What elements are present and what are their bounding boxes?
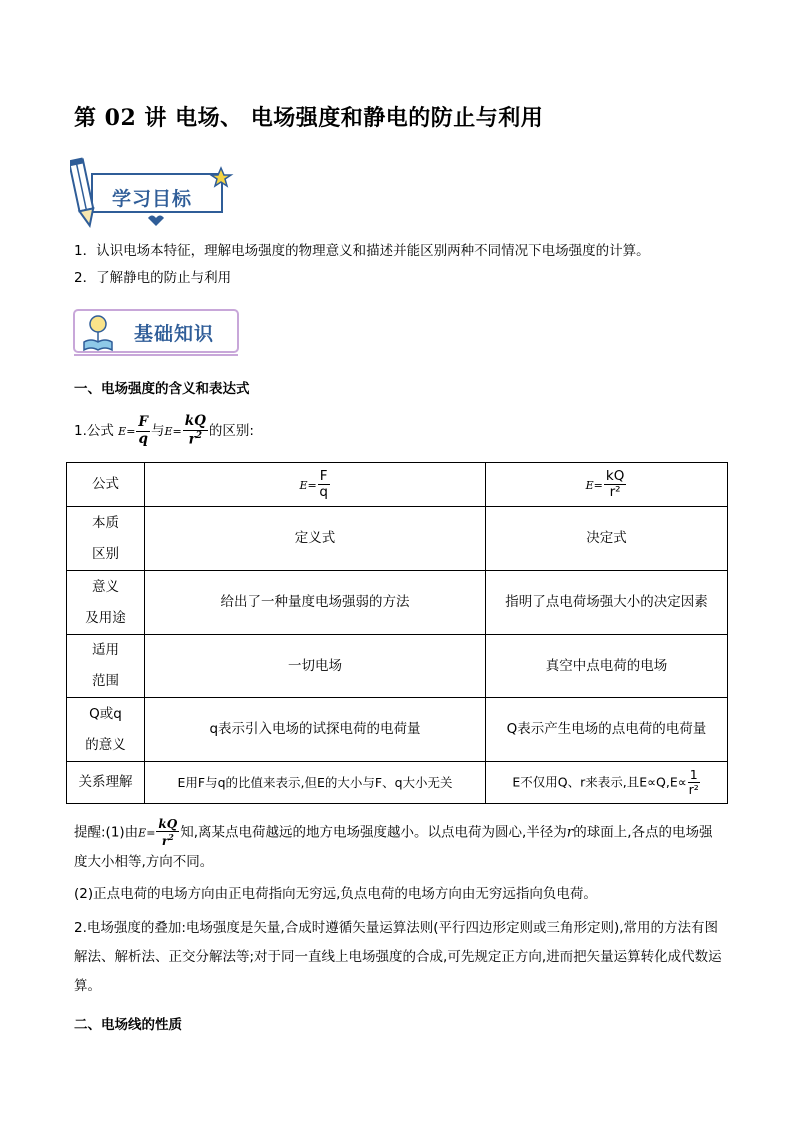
basic-knowledge-badge bbox=[72, 306, 242, 360]
tip-paragraph-1: 提醒:(1)由E= $\frac{kQ}{r^2}$ 知,离某点电荷越远的地方电场强度越小。以点电荷为圆心,半径为r的球面上,各点的电场强度大小相等,方向不同。 bbox=[74, 817, 713, 870]
tip-paragraph-2: (2)正点电荷的电场方向由正电荷指向无穷远,负点电荷的电场方向由无穷远指向负电荷。 bbox=[74, 886, 597, 902]
learning-goals-badge bbox=[70, 156, 235, 232]
table-row bbox=[67, 571, 728, 635]
row-label: 适用 范围 bbox=[67, 635, 145, 698]
table-cell: 决定式 bbox=[486, 507, 728, 571]
formula-cell-definition: E= $\frac{F}{q}$ bbox=[145, 463, 486, 507]
comparison-table bbox=[66, 462, 728, 804]
basic-knowledge-label: 基础知识 bbox=[134, 323, 215, 345]
table-row bbox=[67, 635, 728, 698]
table-cell: E用F与q的比值来表示,但E的大小与F、q大小无关 bbox=[145, 762, 486, 804]
goal-item-1: 1．认识电场本特征，理解电场强度的物理意义和描述并能区别两种不同情况下电场强度的计算。 bbox=[74, 243, 650, 259]
table-cell: 定义式 bbox=[145, 507, 486, 571]
superposition-paragraph: 2.电场强度的叠加:电场强度是矢量,合成时遵循矢量运算法则(平行四边形定则或三角形定则),常用的方法有图解法、解析法、正交分解法等;对于同一直线上电场强度的合成,可先规定正方向,进而把矢量运算转化成代数运算。 bbox=[74, 920, 722, 994]
table-row bbox=[67, 463, 728, 507]
fraction-kq-over-r2: $\frac{kQ}{r^2}$ bbox=[184, 413, 206, 448]
row-label: 关系理解 bbox=[67, 762, 145, 804]
table-cell: q表示引入电场的试探电荷的电荷量 bbox=[145, 698, 486, 762]
table-cell: Q表示产生电场的点电荷的电荷量 bbox=[486, 698, 728, 762]
table-row bbox=[67, 762, 728, 804]
section-heading-2: 二、电场线的性质 bbox=[74, 1017, 182, 1033]
fraction-f-over-q: $\frac{F}{q}$ bbox=[138, 414, 149, 447]
learning-goals-label: 学习目标 bbox=[112, 188, 193, 210]
page-title: 第 02 讲 电场、 电场强度和静电的防止与利用 bbox=[74, 105, 544, 131]
row-label: 公式 bbox=[67, 463, 145, 507]
table-row bbox=[67, 507, 728, 571]
table-cell: 真空中点电荷的电场 bbox=[486, 635, 728, 698]
row-label: 意义 及用途 bbox=[67, 571, 145, 635]
table-cell: 指明了点电荷场强大小的决定因素 bbox=[486, 571, 728, 635]
table-cell: E不仅用Q、r来表示,且E∝Q,E∝ $\frac{1}{\text{r²}}$ bbox=[486, 762, 728, 804]
heart-icon bbox=[148, 216, 164, 227]
formula-cell-determination: E= $\frac{kQ}{\text{r²}}$ bbox=[486, 463, 728, 507]
goal-item-2: 2．了解静电的防止与利用 bbox=[74, 270, 232, 286]
table-cell: 一切电场 bbox=[145, 635, 486, 698]
table-row bbox=[67, 698, 728, 762]
section-heading-1: 一、电场强度的含义和表达式 bbox=[74, 381, 250, 397]
row-label: 本质 区别 bbox=[67, 507, 145, 571]
row-label: Q或q 的意义 bbox=[67, 698, 145, 762]
table-cell: 给出了一种量度电场强弱的方法 bbox=[145, 571, 486, 635]
formula-intro: 1.公式 E= $\frac{F}{q}$ 与E= $\frac{kQ}{r^2}$ 的区别: bbox=[74, 413, 254, 448]
